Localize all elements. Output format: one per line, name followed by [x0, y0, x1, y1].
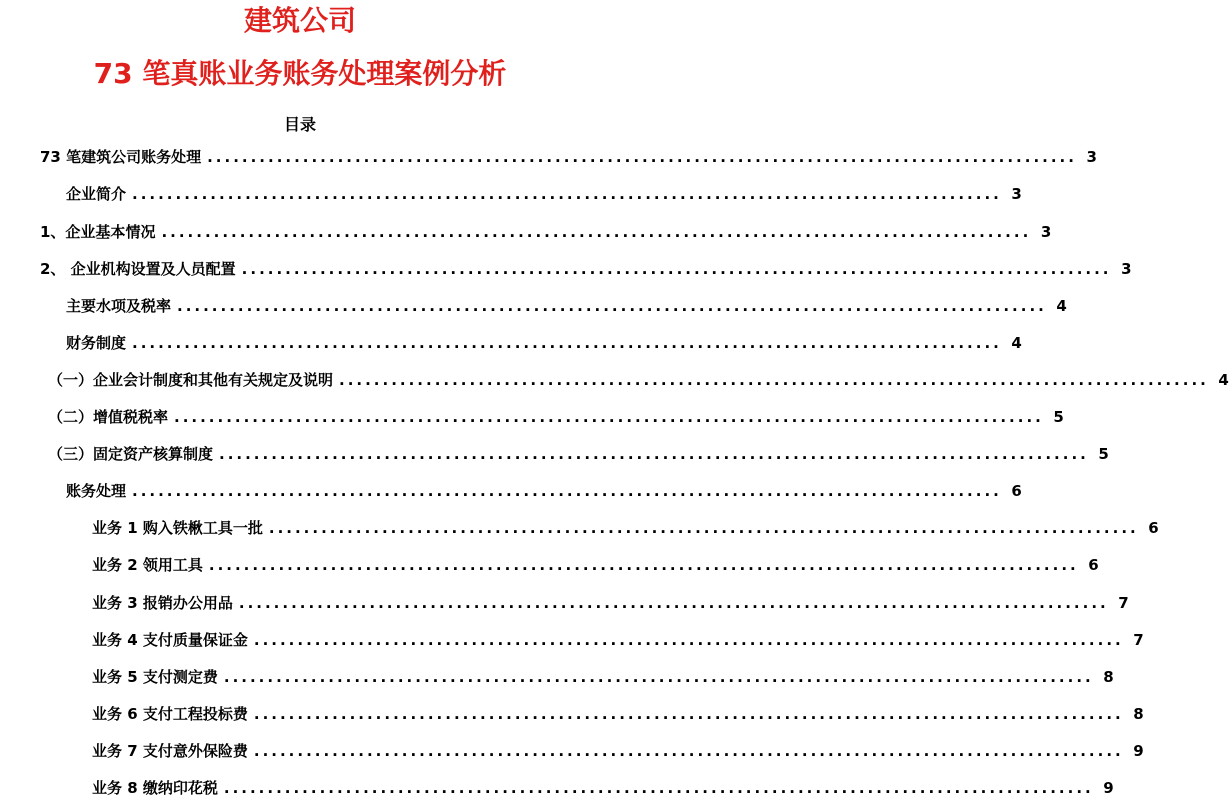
toc-entry-label: 业务 6 支付工程投标费	[92, 705, 248, 723]
toc-entry[interactable]	[0, 442, 1109, 466]
toc-entry-page: 3	[1040, 223, 1052, 241]
toc-entry-page: 8	[1133, 705, 1144, 723]
toc-entry-page: 4	[1011, 334, 1022, 352]
toc-leader: ....................................................................................................	[132, 334, 1002, 352]
toc-entry-page: 5	[1053, 408, 1064, 426]
toc-leader: ....................................................................................................	[223, 779, 1094, 797]
toc-leader: ....................................................................................................	[223, 668, 1094, 686]
toc-entry-label: 业务 1 购入铁楸工具一批	[92, 519, 263, 537]
toc-leader: ....................................................................................................	[132, 185, 1002, 203]
toc-leader: ....................................................................................................	[161, 223, 1032, 241]
toc-entry-page: 7	[1133, 631, 1144, 649]
toc-entry-label: 财务制度	[66, 334, 127, 352]
toc-entry[interactable]	[0, 516, 1159, 540]
toc-entry[interactable]	[0, 702, 1144, 726]
toc-entry-page: 6	[1088, 556, 1099, 574]
toc-leader: ....................................................................................................	[339, 371, 1209, 389]
toc-entry-page: 4	[1056, 297, 1067, 315]
toc-entry-page: 3	[1011, 185, 1022, 203]
toc-entry[interactable]	[0, 220, 1052, 244]
toc-leader: ....................................................................................................	[253, 631, 1124, 649]
toc-entry-page: 3	[1121, 260, 1132, 278]
toc-entry[interactable]	[0, 479, 1022, 503]
toc-entry-label: 业务 5 支付测定费	[92, 668, 218, 686]
toc-heading: 目录	[283, 115, 316, 134]
toc-entry-page: 4	[1218, 371, 1229, 389]
toc-entry[interactable]	[0, 182, 1022, 206]
toc-leader: ....................................................................................................	[174, 408, 1044, 426]
toc-entry[interactable]	[0, 776, 1114, 800]
toc-entry-label: 业务 3 报销办公用品	[92, 594, 233, 612]
toc-entry-page: 9	[1133, 742, 1144, 760]
toc-entry-page: 9	[1103, 779, 1114, 797]
toc-leader: ....................................................................................................	[132, 482, 1002, 500]
toc-entry-page: 6	[1148, 519, 1159, 537]
toc-entry[interactable]	[0, 257, 1132, 281]
toc-entry-label: 业务 7 支付意外保险费	[92, 742, 248, 760]
toc-leader: ....................................................................................................	[238, 594, 1109, 612]
document-subtitle: 73 笔真账业务账务处理案例分析	[93, 57, 507, 90]
toc-entry-label: （一）企业会计制度和其他有关规定及说明	[48, 371, 334, 389]
toc-entry-label: 企业简介	[66, 185, 127, 203]
toc-leader: ....................................................................................................	[207, 148, 1077, 166]
toc-entry-label: 2、 企业机构设置及人员配置	[40, 260, 236, 278]
toc-entry-label: 业务 4 支付质量保证金	[92, 631, 248, 649]
toc-leader: ....................................................................................................	[241, 260, 1112, 278]
toc-entry[interactable]	[0, 553, 1099, 577]
toc-leader: ....................................................................................................	[253, 742, 1124, 760]
toc-entry-label: 账务处理	[66, 482, 127, 500]
toc-entry-label: （三）固定资产核算制度	[48, 445, 214, 463]
toc-entry[interactable]	[0, 628, 1144, 652]
toc-entry-page: 5	[1098, 445, 1109, 463]
toc-leader: ....................................................................................................	[219, 445, 1089, 463]
toc-leader: ....................................................................................................	[208, 556, 1079, 574]
toc-leader: ....................................................................................................	[177, 297, 1047, 315]
toc-entry[interactable]	[0, 368, 1229, 392]
toc-entry[interactable]	[0, 145, 1097, 169]
toc-entry-page: 8	[1103, 668, 1114, 686]
toc-entry[interactable]	[0, 591, 1129, 615]
toc-leader: ....................................................................................................	[268, 519, 1139, 537]
toc-entry-label: 主要水项及税率	[66, 297, 172, 315]
document-title: 建筑公司	[243, 4, 356, 37]
toc-entry-page: 6	[1011, 482, 1022, 500]
toc-leader: ....................................................................................................	[253, 705, 1124, 723]
toc-entry-label: （二）增值税税率	[48, 408, 169, 426]
toc-entry[interactable]	[0, 739, 1144, 763]
toc-entry-page: 7	[1118, 594, 1129, 612]
toc-entry-page: 3	[1086, 148, 1097, 166]
toc-entry-label: 1、企业基本情况	[40, 223, 156, 241]
toc-entry[interactable]	[0, 665, 1114, 689]
toc-entry-label: 业务 8 缴纳印花税	[92, 779, 218, 797]
toc-entry[interactable]	[0, 331, 1022, 355]
toc-entry[interactable]	[0, 405, 1064, 429]
toc-entry-label: 73 笔建筑公司账务处理	[40, 148, 202, 166]
toc-entry-label: 业务 2 领用工具	[92, 556, 203, 574]
toc-entry[interactable]	[0, 294, 1067, 318]
